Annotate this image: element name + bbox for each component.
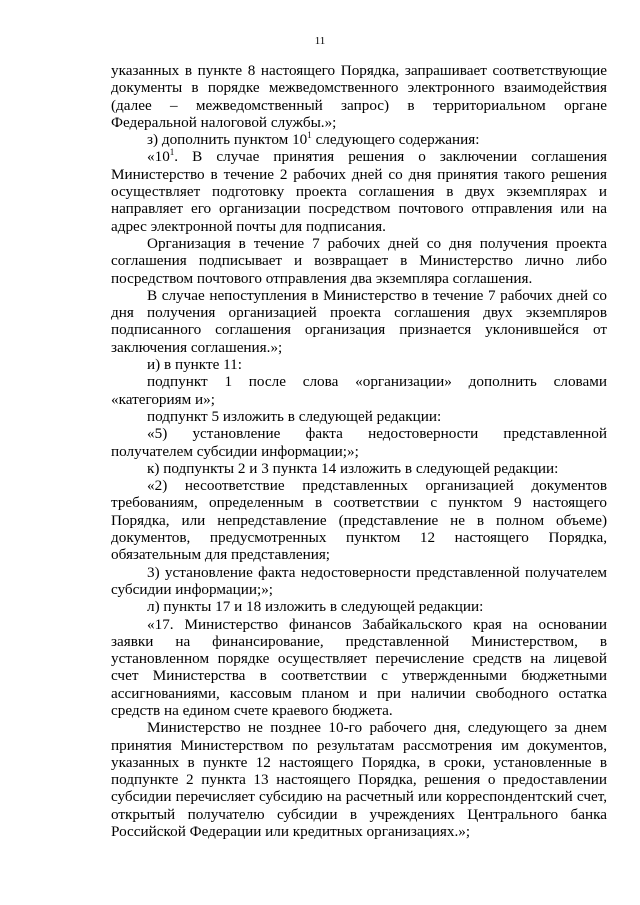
document-body: [111, 62, 607, 840]
paragraph-subpoint-2-text: «2) несоответствие представленных организацией документов требованиям, определенным в соответствии с пунктом 9 настоящего Порядка, или непредставление (представление не в полном объеме) документов, предусмотренных пунктом 12 настоящего Порядка, обязательным для представления;: [111, 477, 607, 564]
amendment-z-tail: следующего содержания:: [311, 131, 480, 149]
paragraph-point-10-1: [111, 148, 607, 234]
page-number: 11: [314, 35, 326, 47]
paragraph-point-18: Министерство не позднее 10-го рабочего дня, следующего за днем принятия Министерством по результатам рассмотрения им документов, указанных в пункте 12 настоящего Порядка, в сроки, установленные в подпункте 2 пункта 13 настоящего Порядка, решения о предоставлении субсидии перечисляет субсидию на расчетный или корреспондентский счет, открытый получателю субсидии в учреждениях Центрального банка Российской Федерации или кредитных организациях.»;: [111, 719, 607, 841]
paragraph-non-receipt: В случае непоступления в Министерство в течение 7 рабочих дней со дня получения организацией проекта соглашения двух экземпляров подписанного соглашения организация признается уклонившейся от заключения соглашения.»;: [111, 286, 607, 356]
paragraph-point-17: «17. Министерство финансов Забайкальского края на основании заявки на финансирование, представленной Министерством, в установленном порядке осуществляет перечисление средств на лицевой счет Министерства в соответствии с утвержденными бюджетными ассигнованиями, кассовым планом и при наличии свободного остатка средств на едином счете краевого бюджета.: [111, 615, 607, 719]
paragraph-subpoint-3-text: 3) установление факта недостоверности представленной получателем субсидии информации;»;: [111, 563, 607, 598]
paragraph-amendment-i: и) в пункте 11:: [147, 356, 242, 374]
paragraph-amendment-z: [111, 131, 607, 148]
amendment-z-text: з) дополнить пунктом 10: [147, 131, 308, 149]
point-10-1-text: . В случае принятия решения о заключении соглашения Министерство в течение 2 рабочих дней со дня принятия такого решения осуществляет подготовку проекта соглашения в двух экземплярах и направляет его организации посредством почтового отправления или на адрес электронной почты для подписания.: [111, 148, 607, 235]
paragraph-subpoint-5: подпункт 5 изложить в следующей редакции:: [147, 407, 442, 425]
paragraph-subpoint-5-text: «5) установление факта недостоверности представленной получателем субсидии информации;»;: [111, 425, 607, 460]
paragraph-amendment-k: к) подпункты 2 и 3 пункта 14 изложить в следующей редакции:: [147, 459, 559, 477]
paragraph-subpoint-1: подпункт 1 после слова «организации» дополнить словами «категориям и»;: [111, 373, 607, 408]
superscript: 1: [169, 147, 175, 158]
paragraph-amendment-l: л) пункты 17 и 18 изложить в следующей редакции:: [147, 598, 484, 616]
superscript: 1: [307, 130, 312, 141]
point-10-1-number: «10: [147, 148, 170, 166]
paragraph-organization-signs: Организация в течение 7 рабочих дней со дня получения проекта соглашения подписывает и возвращает в Министерство лично либо посредством почтового отправления два экземпляра соглашения.: [111, 234, 607, 287]
paragraph-continuation: указанных в пункте 8 настоящего Порядка, запрашивает соответствующие документы в порядке межведомственного электронного взаимодействия (далее – межведомственный запрос) в территориальном органе Федеральной налоговой службы.»;: [111, 62, 607, 131]
